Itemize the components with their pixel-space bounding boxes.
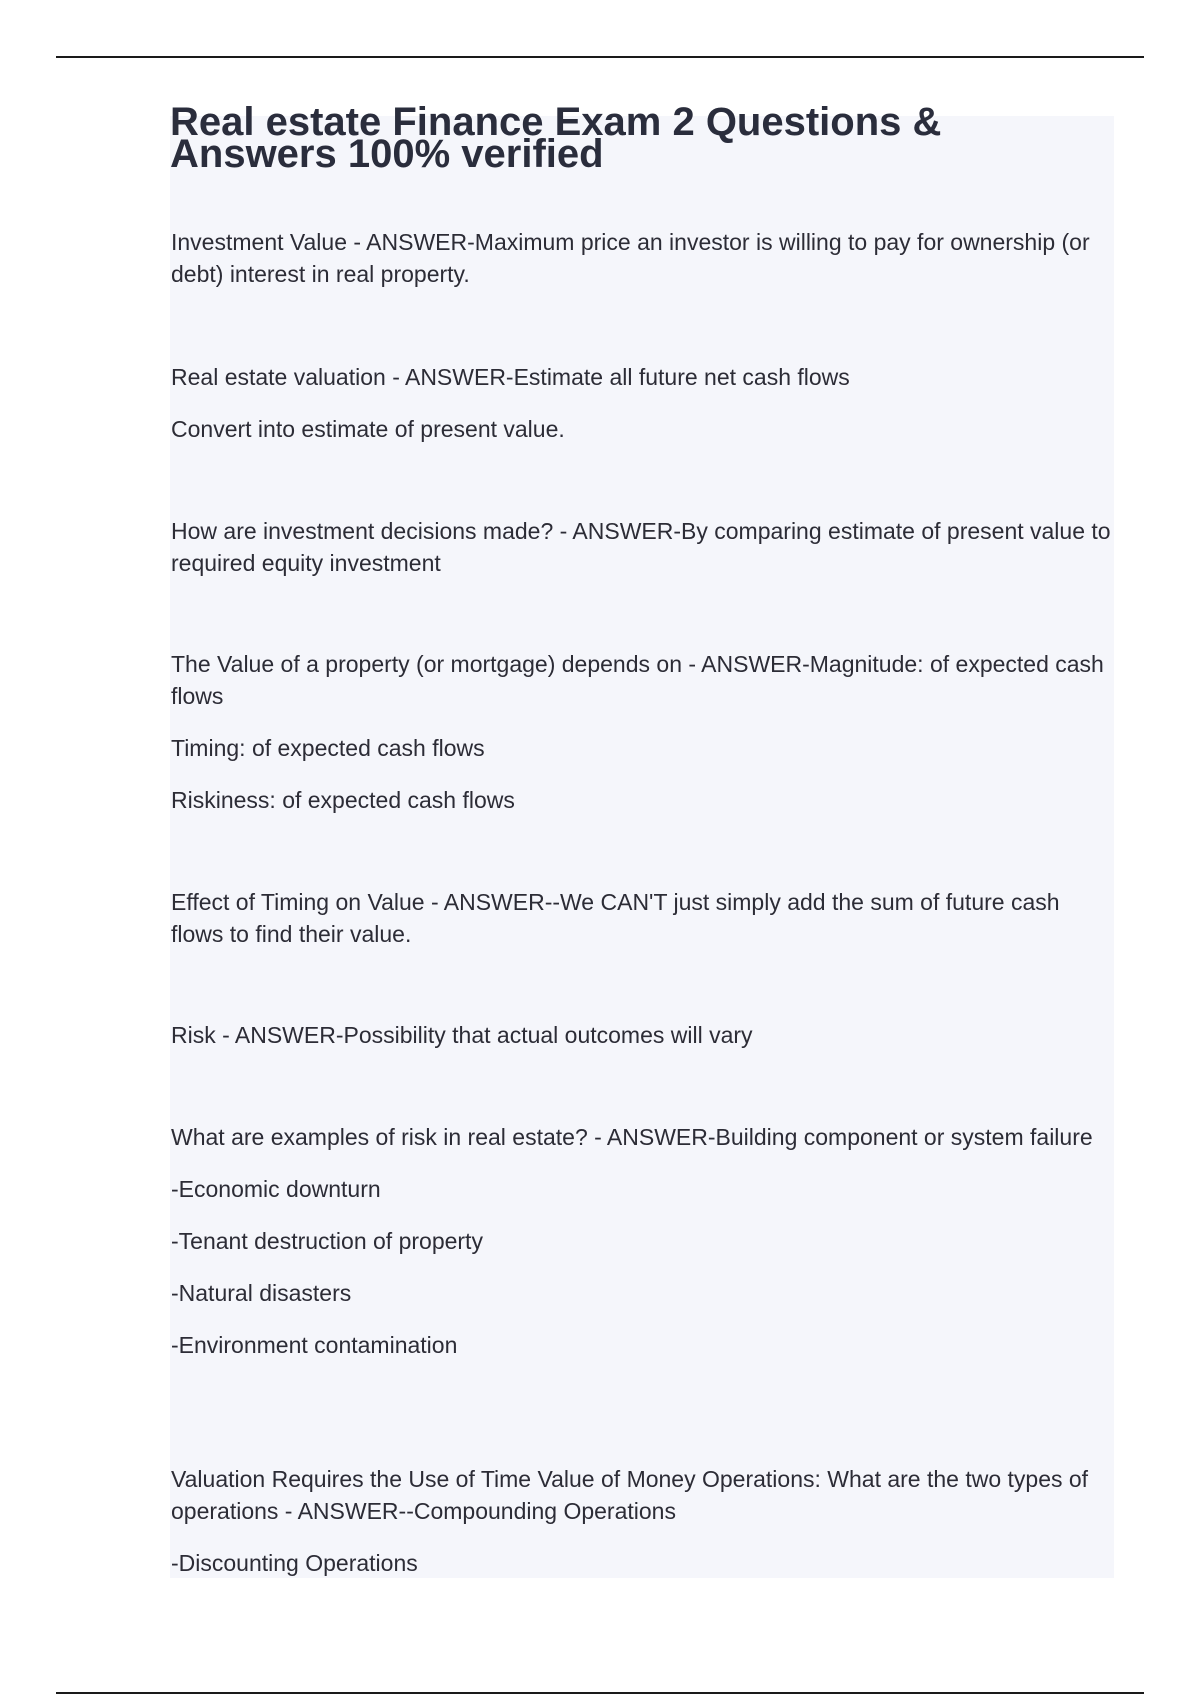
qa-line: Effect of Timing on Value - ANSWER--We CAN'T just simply add the sum of future cash flows to find their value. <box>171 889 1060 947</box>
qa-entry-value-depends-on <box>171 648 1116 816</box>
qa-entry-real-estate-valuation <box>171 361 1116 445</box>
qa-line: -Environment contamination <box>171 1332 458 1358</box>
qa-line: -Economic downturn <box>171 1176 381 1202</box>
qa-line: The Value of a property (or mortgage) depends on - ANSWER-Magnitude: of expected cash flows <box>171 651 1104 709</box>
qa-line: How are investment decisions made? - ANSWER-By comparing estimate of present value to required equity investment <box>171 518 1111 576</box>
footer-rule <box>56 1692 1144 1694</box>
qa-entry-time-value-operations <box>171 1463 1116 1579</box>
qa-line: Risk - ANSWER-Possibility that actual outcomes will vary <box>171 1022 753 1048</box>
qa-line: Investment Value - ANSWER-Maximum price an investor is willing to pay for ownership (or debt) interest in real property. <box>171 229 1090 287</box>
qa-entry-timing-effect <box>171 886 1116 950</box>
qa-line: Riskiness: of expected cash flows <box>171 787 515 813</box>
qa-line: What are examples of risk in real estate? - ANSWER-Building component or system failure <box>171 1124 1093 1150</box>
qa-entry-investment-value <box>171 226 1116 290</box>
qa-line: -Discounting Operations <box>171 1550 418 1576</box>
qa-line: -Natural disasters <box>171 1280 352 1306</box>
qa-entry-risk-examples <box>171 1121 1116 1361</box>
qa-line: Timing: of expected cash flows <box>171 735 485 761</box>
qa-line: Real estate valuation - ANSWER-Estimate all future net cash flows <box>171 364 850 390</box>
qa-entry-investment-decisions <box>171 515 1116 579</box>
qa-line: Valuation Requires the Use of Time Value of Money Operations: What are the two types of operations - ANSWER--Compounding Operations <box>171 1466 1089 1524</box>
qa-line: Convert into estimate of present value. <box>171 416 565 442</box>
header-rule <box>56 56 1144 58</box>
document-title: Real estate Finance Exam 2 Questions & Answers 100% verified <box>170 100 942 176</box>
qa-entry-risk <box>171 1019 1116 1051</box>
qa-line: -Tenant destruction of property <box>171 1228 483 1254</box>
